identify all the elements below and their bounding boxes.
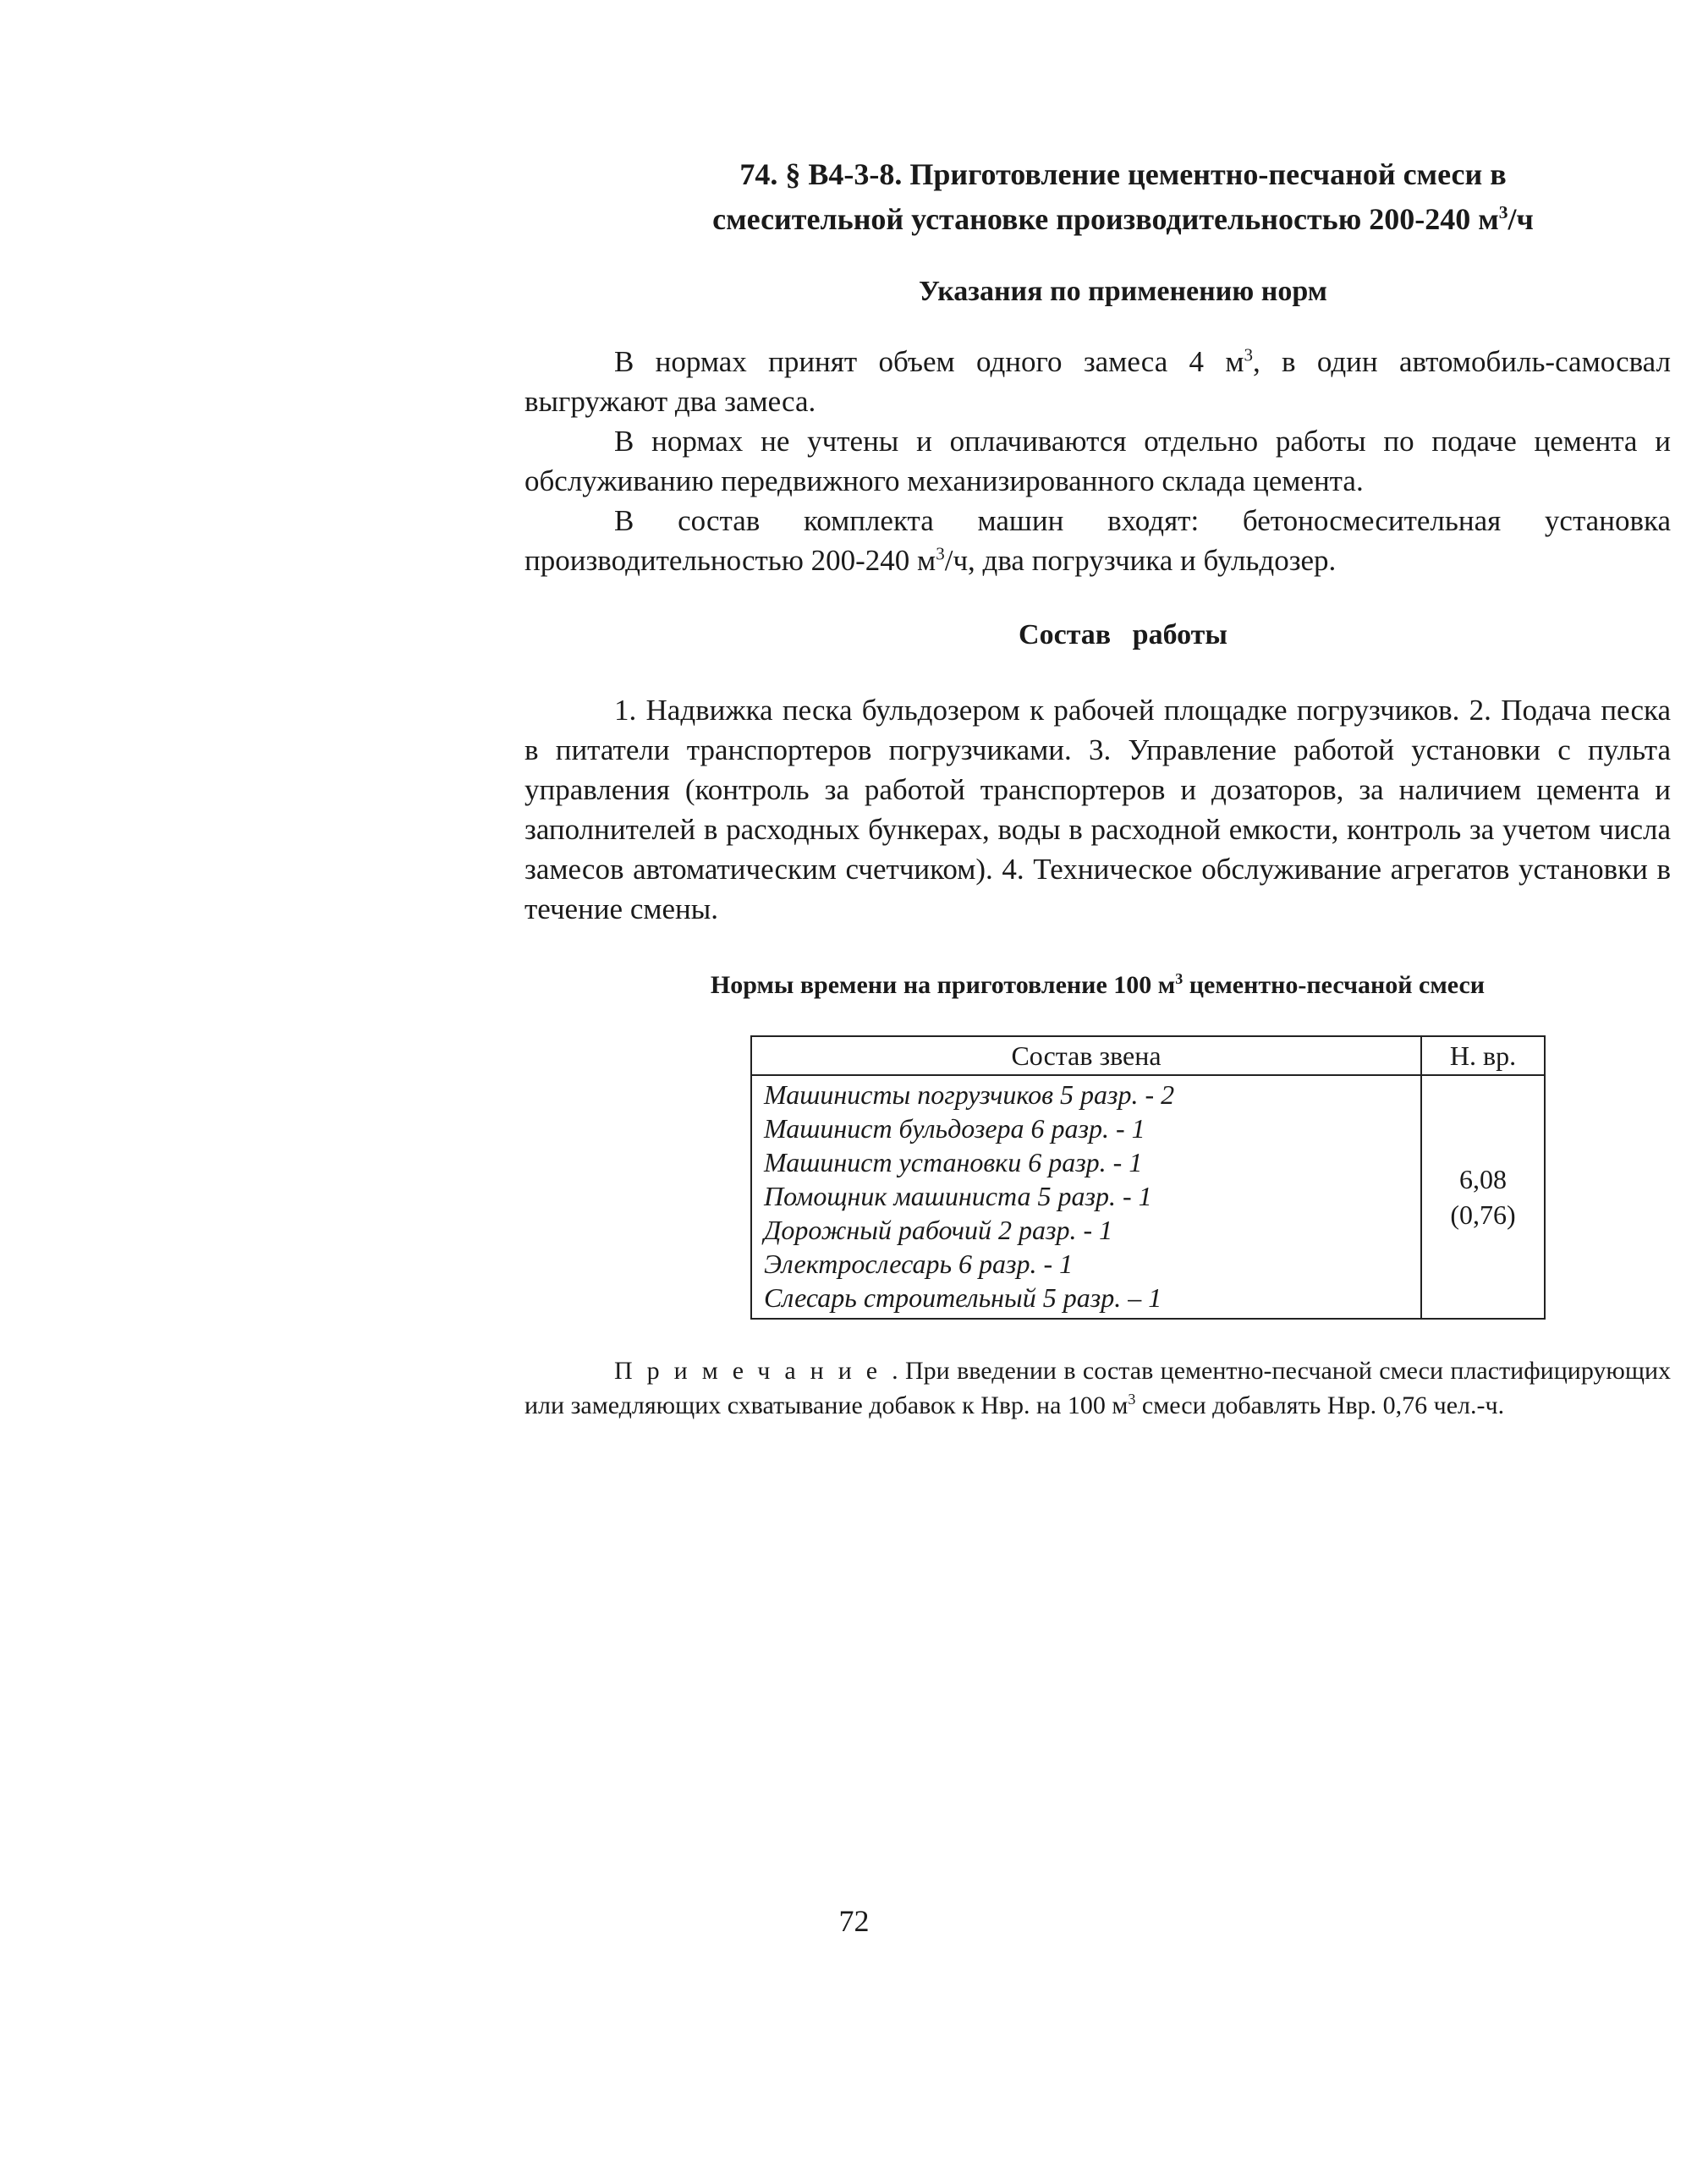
- document-page: [524, 152, 1671, 1423]
- note-paragraph: Примечание. При введении в состав цементно-песчаной смеси пластифицирующих или замедляющих схватывание добавок к Нвр. на 100 $м^3$ смеси добавлять Нвр. 0,76 чел.-ч.: [524, 1357, 1671, 1419]
- crew-member: Электрослесарь 6 разр. - 1: [764, 1249, 1074, 1279]
- table-header-row: [751, 1036, 1545, 1075]
- instructions-heading: Указания по применению норм: [919, 276, 1327, 307]
- crew-member: Машинисты погрузчиков 5 разр. - 2: [764, 1079, 1175, 1110]
- table-caption: Нормы времени на приготовление 100 $м^3$ цементно-песчаной смеси: [710, 970, 1486, 999]
- instructions-paragraph-2: В нормах не учтены и оплачиваются отдельно работы по подаче цемента и обслуживанию передвижного механизированного склада цемента.: [524, 425, 1671, 497]
- norms-table: [750, 1035, 1546, 1320]
- table-row: [751, 1075, 1545, 1319]
- crew-member: Дорожный рабочий 2 разр. - 1: [764, 1215, 1113, 1245]
- norm-value: 6,08: [1459, 1164, 1507, 1194]
- column-header-norm: Н. вр.: [1421, 1036, 1545, 1075]
- crew-member: Машинист установки 6 разр. - 1: [764, 1147, 1143, 1177]
- norm-value-cell: [1421, 1075, 1545, 1319]
- instructions-paragraph-3: В состав комплекта машин входят: бетоносмесительная установка производительностью 200-240 $м^3/ч$, два погрузчика и бульдозер.: [524, 504, 1671, 577]
- note-label: Примечание: [614, 1357, 892, 1385]
- norm-value-paren: (0,76): [1450, 1199, 1516, 1230]
- crew-member: Слесарь строительный 5 разр. – 1: [764, 1282, 1162, 1313]
- instructions-paragraph-1: В нормах принят объем одного замеса 4 $м^3$, в один автомобиль-самосвал выгружают два замеса.: [524, 344, 1671, 418]
- work-heading: Состав работы: [1019, 619, 1227, 650]
- crew-member: Машинист бульдозера 6 разр. - 1: [764, 1113, 1145, 1144]
- crew-member: Помощник машиниста 5 разр. - 1: [764, 1181, 1152, 1211]
- section-title-line1: 74. § В4-3-8. Приготовление цементно-песчаной смеси в: [739, 157, 1507, 191]
- column-header-members: Состав звена: [751, 1036, 1421, 1075]
- work-description: 1. Надвижка песка бульдозером к рабочей площадке погрузчиков. 2. Подача песка в питатели транспортеров погрузчиками. 3. Управление работой установки с пульта управления (контроль за работой транспортеров и дозаторов, за наличием цемента и заполнителей в расходных бункерах, воды в расходной емкости, контроль за учетом числа замесов автоматическим счетчиком). 4. Техническое обслуживание агрегатов установки в течение смены.: [524, 694, 1671, 925]
- section-title: [524, 152, 1671, 242]
- crew-members-cell: [751, 1075, 1421, 1319]
- page-number: 72: [838, 1904, 870, 1938]
- section-title-line2: смесительной установке производительностью 200-240 $м^3/ч$: [712, 202, 1534, 236]
